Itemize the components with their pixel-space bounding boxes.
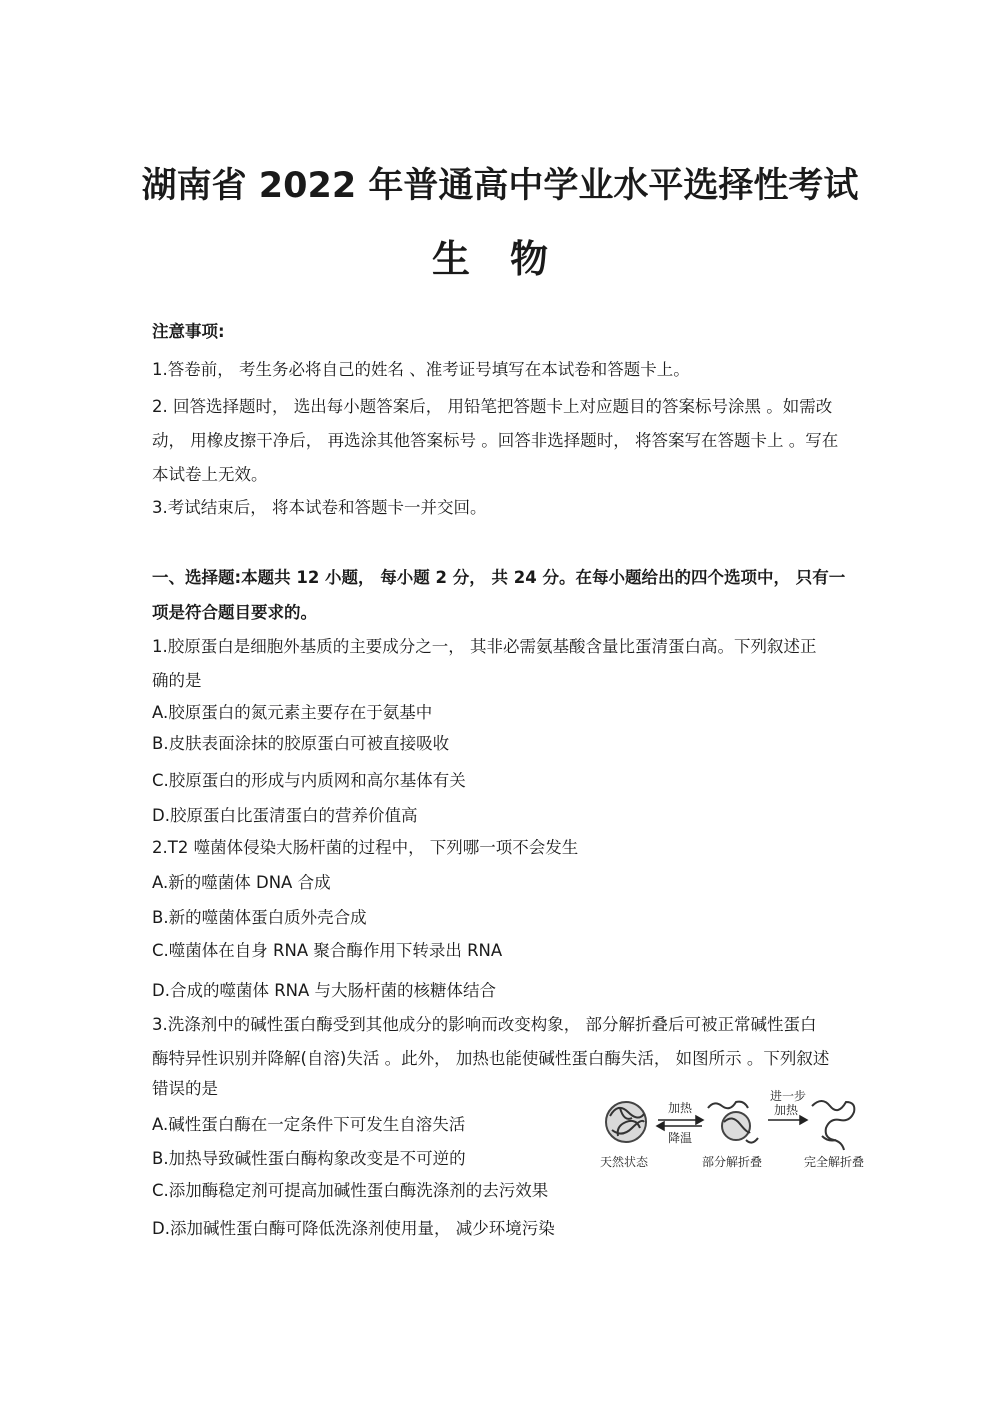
notice-line: 本试卷上无效。 <box>152 465 268 484</box>
subject-title: 生物 <box>431 237 588 281</box>
arrow2-top-label-1: 进一步 <box>770 1089 807 1103</box>
q2-stem: 2.T2 噬菌体侵染大肠杆菌的过程中， 下列哪一项不会发生 <box>152 838 579 857</box>
protein-unfolding-diagram <box>596 1086 872 1172</box>
q1-option-a: A.胶原蛋白的氮元素主要存在于氨基中 <box>152 703 433 722</box>
q1-option-c: C.胶原蛋白的形成与内质网和高尔基体有关 <box>152 771 466 790</box>
q1-stem: 确的是 <box>152 671 202 690</box>
q3-stem: 错误的是 <box>152 1079 218 1098</box>
arrow1-top-label: 加热 <box>668 1101 693 1115</box>
partial-unfold-protein-icon <box>708 1102 758 1143</box>
section-heading: 项是符合题目要求的。 <box>152 603 317 622</box>
further-heat-arrow-icon <box>768 1116 807 1124</box>
arrow2-top-label-2: 加热 <box>774 1103 799 1117</box>
q3-stem: 3.洗涤剂中的碱性蛋白酶受到其他成分的影响而改变构象， 部分解折叠后可被正常碱性蛋白 <box>152 1015 817 1034</box>
notice-line: 3.考试结束后， 将本试卷和答题卡一并交回。 <box>152 498 487 517</box>
q3-option-d: D.添加碱性蛋白酶可降低洗涤剂使用量， 减少环境污染 <box>152 1219 555 1238</box>
unfolded-protein-icon <box>812 1101 854 1150</box>
native-state-protein-icon <box>606 1102 646 1142</box>
notice-line: 2. 回答选择题时， 选出每小题答案后， 用铅笔把答题卡上对应题目的答案标号涂黑 。如需改 <box>152 397 833 416</box>
q3-option-a: A.碱性蛋白酶在一定条件下可发生自溶失活 <box>152 1115 466 1134</box>
partial-unfold-label: 部分解折叠 <box>702 1155 763 1169</box>
q2-option-c: C.噬菌体在自身 RNA 聚合酶作用下转录出 RNA <box>152 941 503 960</box>
q2-option-d: D.合成的噬菌体 RNA 与大肠杆菌的核糖体结合 <box>152 981 497 1000</box>
page-title: 湖南省 2022 年普通高中学业水平选择性考试 <box>141 166 859 206</box>
q2-option-b: B.新的噬菌体蛋白质外壳合成 <box>152 908 367 927</box>
q1-option-d: D.胶原蛋白比蛋清蛋白的营养价值高 <box>152 806 418 825</box>
full-unfold-label: 完全解折叠 <box>804 1155 865 1169</box>
arrow1-bottom-label: 降温 <box>668 1131 693 1145</box>
q3-stem: 酶特异性识别并降解(自溶)失活 。此外， 加热也能使碱性蛋白酶失活， 如图所示 。下列叙述 <box>152 1049 830 1068</box>
protein-unfolding-figure <box>596 1086 872 1172</box>
section-heading: 一、选择题:本题共 12 小题， 每小题 2 分， 共 24 分。在每小题给出的四个选项中， 只有一 <box>152 568 846 587</box>
q1-stem: 1.胶原蛋白是细胞外基质的主要成分之一， 其非必需氨基酸含量比蛋清蛋白高。下列叙述正 <box>152 637 817 656</box>
q3-option-b: B.加热导致碱性蛋白酶构象改变是不可逆的 <box>152 1149 466 1168</box>
notice-heading: 注意事项: <box>152 322 225 341</box>
q1-option-b: B.皮肤表面涂抹的胶原蛋白可被直接吸收 <box>152 734 450 753</box>
notice-line: 动， 用橡皮擦干净后， 再选涂其他答案标号 。回答非选择题时， 将答案写在答题卡上 。写在 <box>152 431 839 450</box>
notice-line: 1.答卷前， 考生务必将自己的姓名 、准考证号填写在本试卷和答题卡上。 <box>152 360 690 379</box>
heat-cool-arrow-icon <box>657 1116 703 1130</box>
native-state-label: 天然状态 <box>600 1155 649 1169</box>
q3-option-c: C.添加酶稳定剂可提高加碱性蛋白酶洗涤剂的去污效果 <box>152 1181 549 1200</box>
q2-option-a: A.新的噬菌体 DNA 合成 <box>152 873 331 892</box>
